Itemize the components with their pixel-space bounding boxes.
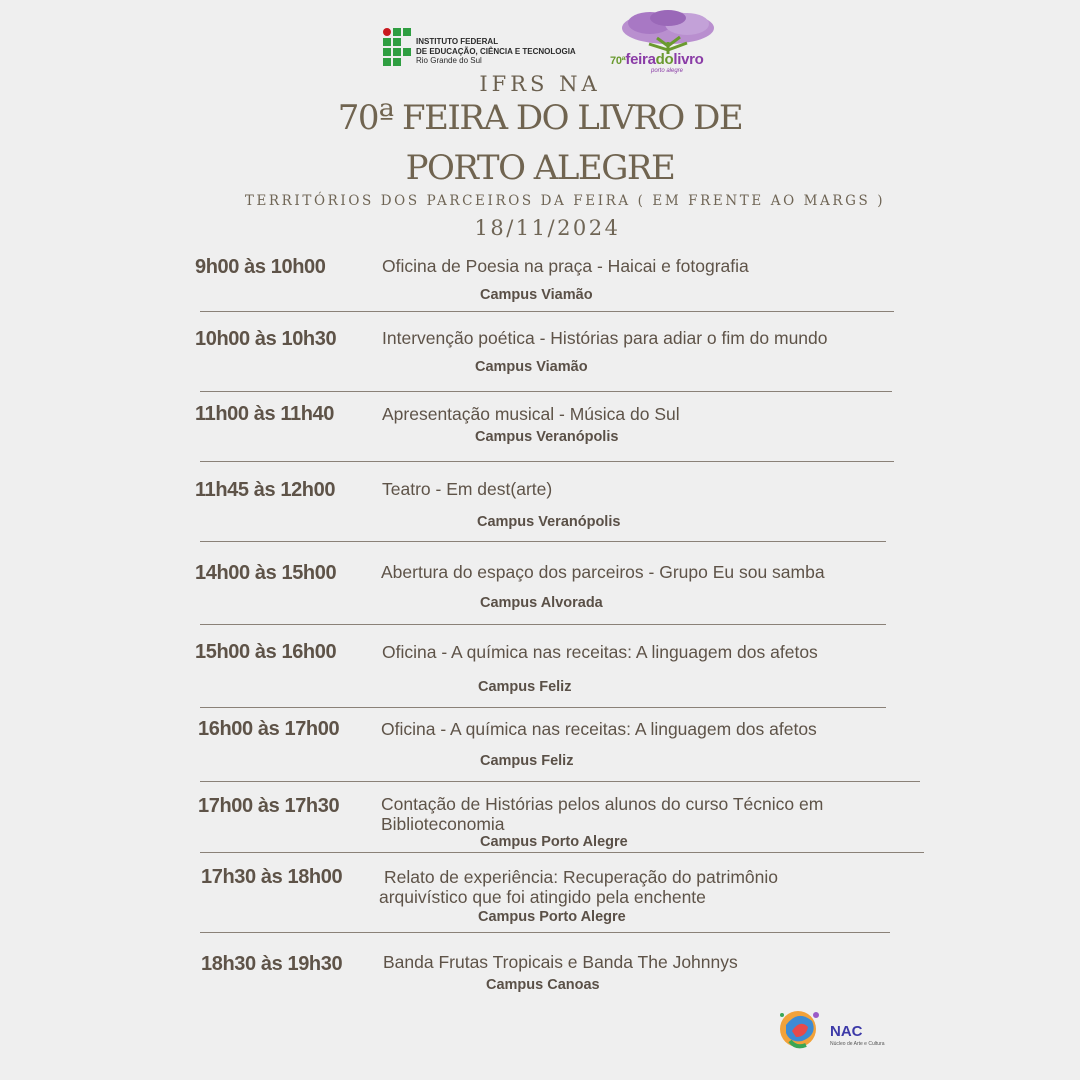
nac-swirl-icon [776, 1005, 826, 1055]
title-line1: 70ª FEIRA DO LIVRO DE [337, 98, 743, 138]
time-slot: 17h00 às 17h30 [198, 795, 340, 817]
ifrs-logo [383, 28, 593, 68]
activity-title: Oficina de Poesia na praça - Haicai e fotografia [382, 256, 749, 276]
divider [200, 707, 886, 708]
feira-subtitle: porto alegre [651, 68, 684, 74]
divider [200, 852, 924, 853]
time-slot: 15h00 às 16h00 [195, 641, 337, 663]
divider [200, 541, 886, 542]
feira-logo-text [610, 51, 704, 68]
feira-logo [605, 8, 730, 78]
campus-name: Campus Canoas [486, 977, 600, 993]
nac-title: NAC [830, 1023, 863, 1040]
pre-title: IFRS NA [479, 72, 601, 96]
campus-name: Campus Alvorada [480, 595, 603, 611]
time-slot: 16h00 às 17h00 [198, 718, 340, 740]
nac-logo [776, 1005, 906, 1060]
activity-line1: Relato de experiência: Recuperação do patrimônio [384, 867, 778, 887]
feira-word1: feira [625, 51, 656, 68]
activity-title: Oficina - A química nas receitas: A linguagem dos afetos [382, 642, 818, 662]
feira-word2: do [655, 51, 674, 68]
subtitle: TERRITÓRIOS DOS PARCEIROS DA FEIRA ( EM FRENTE AO MARGS ) [244, 193, 886, 209]
campus-name: Campus Viamão [480, 287, 593, 303]
activity-title [381, 794, 823, 834]
campus-name: Campus Veranópolis [477, 514, 621, 530]
ifrs-line2: DE EDUCAÇÃO, CIÊNCIA E TECNOLOGIA [416, 46, 576, 56]
activity-title: Intervenção poética - Histórias para adiar o fim do mundo [382, 328, 828, 348]
campus-name: Campus Porto Alegre [478, 909, 626, 925]
ifrs-grid-icon [383, 28, 413, 66]
activity-title: Apresentação musical - Música do Sul [382, 404, 680, 424]
event-date: 18/11/2024 [474, 216, 621, 240]
divider [200, 624, 886, 625]
ifrs-line3: Rio Grande do Sul [416, 56, 482, 65]
time-slot: 10h00 às 10h30 [195, 328, 337, 350]
divider [200, 932, 890, 933]
ifrs-line1: INSTITUTO FEDERAL [416, 37, 499, 46]
divider [200, 781, 920, 782]
feira-number: 70ª [610, 55, 626, 67]
time-slot: 14h00 às 15h00 [195, 562, 337, 584]
campus-name: Campus Feliz [478, 679, 572, 695]
campus-name: Campus Feliz [480, 753, 574, 769]
campus-name: Campus Viamão [475, 359, 588, 375]
activity-title [379, 867, 778, 907]
activity-line1: Contação de Histórias pelos alunos do curso Técnico em [381, 794, 824, 814]
time-slot: 17h30 às 18h00 [201, 866, 343, 888]
nac-subtitle: Núcleo de Arte e Cultura [830, 1041, 885, 1047]
campus-name: Campus Porto Alegre [480, 834, 628, 850]
activity-title: Teatro - Em dest(arte) [382, 479, 553, 499]
feira-word3: livro [673, 51, 704, 68]
activity-title: Banda Frutas Tropicais e Banda The Johnnys [383, 952, 738, 972]
title-line2: PORTO ALEGRE [405, 148, 675, 188]
activity-title: Abertura do espaço dos parceiros - Grupo Eu sou samba [381, 562, 825, 582]
divider [200, 391, 892, 392]
divider [200, 311, 894, 312]
time-slot: 11h00 às 11h40 [195, 403, 334, 425]
divider [200, 461, 894, 462]
activity-line2: arquivístico que foi atingido pela enchente [379, 887, 706, 907]
activity-title: Oficina - A química nas receitas: A linguagem dos afetos [381, 719, 817, 739]
time-slot: 9h00 às 10h00 [195, 256, 326, 278]
ifrs-logo-text [416, 37, 576, 66]
time-slot: 18h30 às 19h30 [201, 953, 343, 975]
time-slot: 11h45 às 12h00 [195, 479, 336, 501]
activity-line2: Biblioteconomia [381, 814, 505, 834]
campus-name: Campus Veranópolis [475, 429, 619, 445]
